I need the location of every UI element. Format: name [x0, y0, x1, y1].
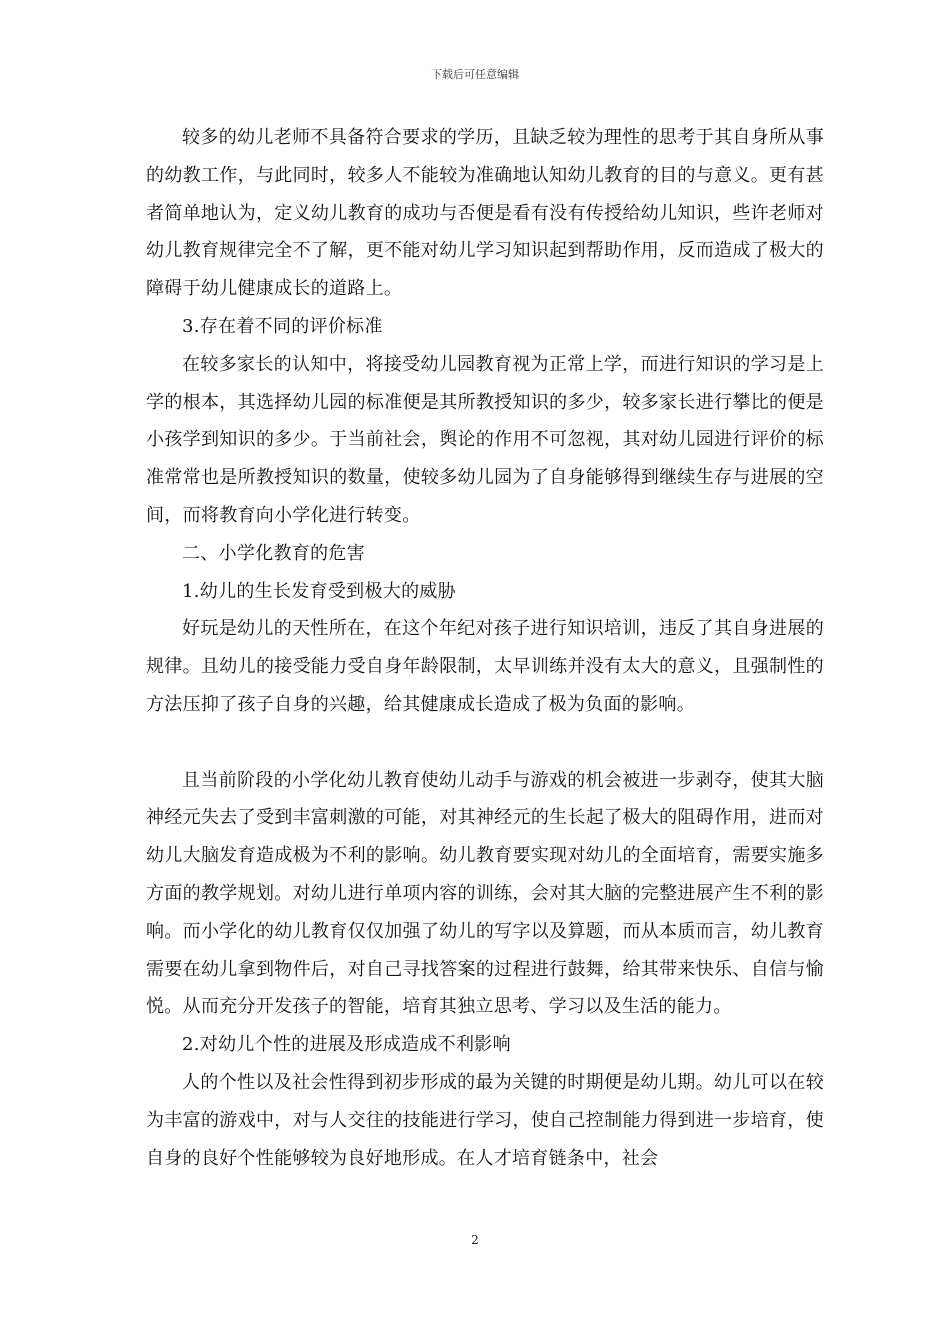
paragraph: 在较多家长的认知中，将接受幼儿园教育视为正常上学，而进行知识的学习是上学的根本，其选择幼儿园的标准便是其所教授知识的多少，较多家长进行攀比的便是小孩学到知识的多少。于当前社会，舆论的作用不可忽视，其对幼儿园进行评价的标准常常也是所教授知识的数量，使较多幼儿园为了自身能够得到继续生存与进展的空间，而将教育向小学化进行转变。 [146, 353, 824, 526]
body-text [146, 119, 824, 1177]
paragraph: 较多的幼儿老师不具备符合要求的学历，且缺乏较为理性的思考于其自身所从事的幼教工作，与此同时，较多人不能较为准确地认知幼儿教育的目的与意义。更有甚者简单地认为，定义幼儿教育的成功与否便是看有没有传授给幼儿知识，些许老师对幼儿教育规律完全不了解，更不能对幼儿学习知识起到帮助作用，反而造成了极大的障碍于幼儿健康成长的道路上。 [146, 127, 824, 300]
paragraph: 好玩是幼儿的天性所在，在这个年纪对孩子进行知识培训，违反了其自身进展的规律。且幼儿的接受能力受自身年龄限制，太早训练并没有太大的意义，且强制性的方法压抑了孩子自身的兴趣，给其健康成长造成了极为负面的影响。 [146, 618, 824, 715]
section-heading: 3.存在着不同的评价标准 [182, 315, 383, 337]
section-heading: 2.对幼儿个性的进展及形成造成不利影响 [182, 1034, 511, 1056]
page-header: 下载后可任意编辑 [431, 68, 519, 81]
page-number: 2 [471, 1233, 479, 1247]
section-heading: 1.幼儿的生长发育受到极大的威胁 [182, 580, 456, 602]
section-heading: 二、小学化教育的危害 [182, 542, 365, 564]
paragraph: 且当前阶段的小学化幼儿教育使幼儿动手与游戏的机会被进一步剥夺，使其大脑神经元失去了受到丰富刺激的可能，对其神经元的生长起了极大的阻碍作用，进而对幼儿大脑发育造成极为不利的影响。幼儿教育要实现对幼儿的全面培育，需要实施多方面的教学规划。对幼儿进行单项内容的训练，会对其大脑的完整进展产生不利的影响。而小学化的幼儿教育仅仅加强了幼儿的写字以及算题，而从本质而言，幼儿教育需要在幼儿拿到物件后，对自己寻找答案的过程进行鼓舞，给其带来快乐、自信与愉悦。从而充分开发孩子的智能，培育其独立思考、学习以及生活的能力。 [146, 769, 824, 1018]
paragraph: 人的个性以及社会性得到初步形成的最为关键的时期便是幼儿期。幼儿可以在较为丰富的游戏中，对与人交往的技能进行学习，使自己控制能力得到进一步培育，使自身的良好个性能够较为良好地形成。在人才培育链条中，社会 [146, 1071, 824, 1169]
